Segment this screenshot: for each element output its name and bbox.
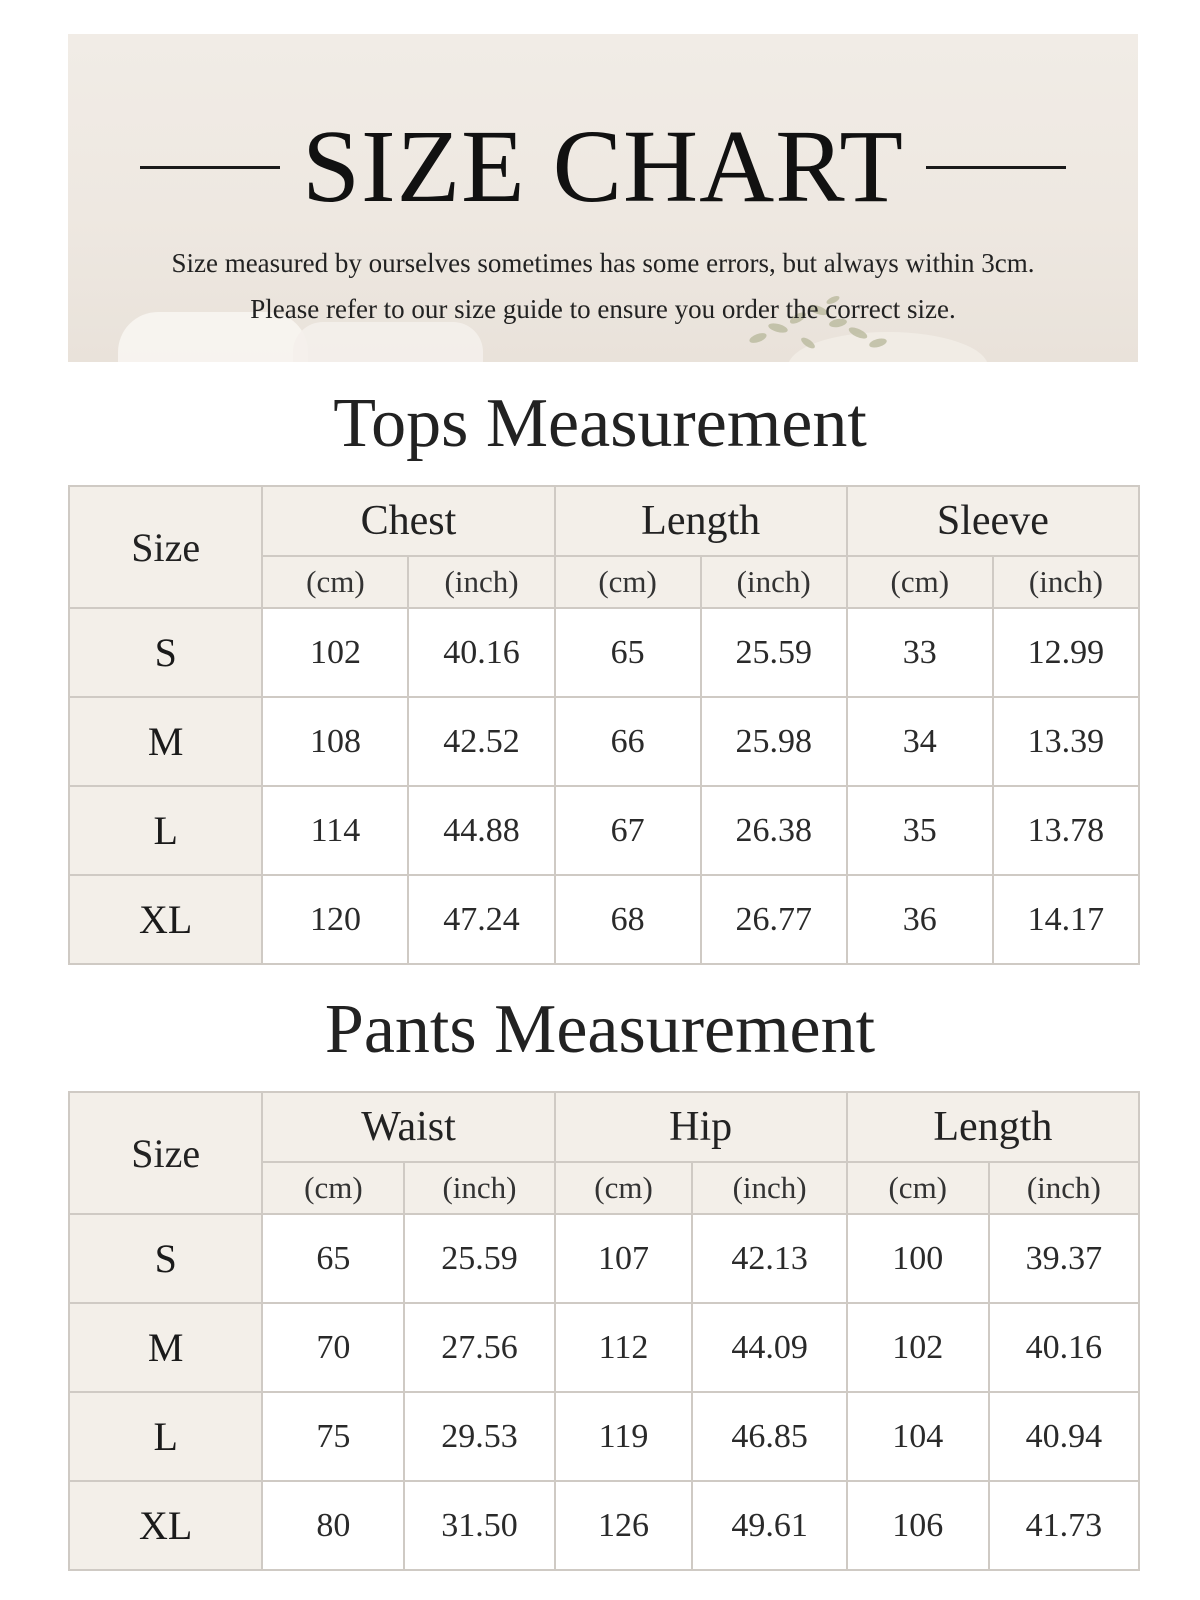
- table-row: [69, 1481, 1139, 1570]
- table-cell: 108: [262, 697, 408, 786]
- table-cell: 120: [262, 875, 408, 964]
- table-cell: 66: [555, 697, 701, 786]
- size-label: S: [69, 1214, 262, 1303]
- unit-header-inch: (inch): [404, 1162, 554, 1214]
- table-cell: 13.78: [993, 786, 1139, 875]
- table-cell: 42.13: [692, 1214, 846, 1303]
- table-cell: 27.56: [404, 1303, 554, 1392]
- size-label: XL: [69, 875, 262, 964]
- table-cell: 65: [555, 608, 701, 697]
- table-cell: 34: [847, 697, 993, 786]
- table-cell: 106: [847, 1481, 989, 1570]
- pants-section-title: Pants Measurement: [324, 991, 876, 1068]
- sofa-decoration-2: [293, 322, 483, 362]
- title-divider-left: [140, 166, 280, 169]
- size-label: M: [69, 697, 262, 786]
- pants-table: [68, 1091, 1140, 1571]
- size-label: M: [69, 1303, 262, 1392]
- size-label: L: [69, 1392, 262, 1481]
- table-row: [69, 1303, 1139, 1392]
- unit-header-cm: (cm): [262, 556, 408, 608]
- table-row: [69, 697, 1139, 786]
- sleeve-column-header: Sleeve: [847, 486, 1139, 556]
- table-cell: 14.17: [993, 875, 1139, 964]
- table-cell: 44.88: [408, 786, 554, 875]
- table-cell: 33: [847, 608, 993, 697]
- unit-header-cm: (cm): [555, 1162, 693, 1214]
- table-cell: 25.59: [404, 1214, 554, 1303]
- table-cell: 126: [555, 1481, 693, 1570]
- table-cell: 112: [555, 1303, 693, 1392]
- unit-header-inch: (inch): [408, 556, 554, 608]
- table-cell: 13.39: [993, 697, 1139, 786]
- size-column-header: Size: [69, 486, 262, 608]
- size-column-header: Size: [69, 1092, 262, 1214]
- table-cell: 102: [847, 1303, 989, 1392]
- hip-column-header: Hip: [555, 1092, 847, 1162]
- table-cell: 35: [847, 786, 993, 875]
- unit-header-cm: (cm): [847, 1162, 989, 1214]
- waist-column-header: Waist: [262, 1092, 554, 1162]
- table-row: [69, 786, 1139, 875]
- table-cell: 29.53: [404, 1392, 554, 1481]
- unit-header-cm: (cm): [555, 556, 701, 608]
- title-divider-right: [926, 166, 1066, 169]
- table-cell: 40.94: [989, 1392, 1139, 1481]
- table-cell: 40.16: [989, 1303, 1139, 1392]
- size-label: S: [69, 608, 262, 697]
- table-cell: 102: [262, 608, 408, 697]
- table-cell: 42.52: [408, 697, 554, 786]
- table-cell: 114: [262, 786, 408, 875]
- table-cell: 40.16: [408, 608, 554, 697]
- table-cell: 26.77: [701, 875, 847, 964]
- table-row: [69, 1392, 1139, 1481]
- unit-header-cm: (cm): [847, 556, 993, 608]
- size-label: L: [69, 786, 262, 875]
- table-cell: 31.50: [404, 1481, 554, 1570]
- table-cell: 80: [262, 1481, 404, 1570]
- table-cell: 44.09: [692, 1303, 846, 1392]
- table-cell: 39.37: [989, 1214, 1139, 1303]
- tops-section-title: Tops Measurement: [333, 385, 867, 462]
- page-title: SIZE CHART: [302, 109, 904, 224]
- table-cell: 100: [847, 1214, 989, 1303]
- chest-column-header: Chest: [262, 486, 554, 556]
- unit-header-inch: (inch): [989, 1162, 1139, 1214]
- table-cell: 104: [847, 1392, 989, 1481]
- length-column-header: Length: [555, 486, 847, 556]
- table-cell: 36: [847, 875, 993, 964]
- table-cell: 47.24: [408, 875, 554, 964]
- table-cell: 25.98: [701, 697, 847, 786]
- table-cell: 49.61: [692, 1481, 846, 1570]
- table-cell: 67: [555, 786, 701, 875]
- table-cell: 75: [262, 1392, 404, 1481]
- table-row: [69, 1214, 1139, 1303]
- tops-table: [68, 485, 1140, 965]
- table-cell: 25.59: [701, 608, 847, 697]
- table-cell: 107: [555, 1214, 693, 1303]
- unit-header-inch: (inch): [701, 556, 847, 608]
- table-row: [69, 608, 1139, 697]
- table-cell: 68: [555, 875, 701, 964]
- unit-header-inch: (inch): [993, 556, 1139, 608]
- table-cell: 46.85: [692, 1392, 846, 1481]
- length-column-header: Length: [847, 1092, 1139, 1162]
- table-cell: 119: [555, 1392, 693, 1481]
- size-chart-banner: [68, 34, 1138, 362]
- size-label: XL: [69, 1481, 262, 1570]
- table-cell: 65: [262, 1214, 404, 1303]
- unit-header-cm: (cm): [262, 1162, 404, 1214]
- table-row: [69, 875, 1139, 964]
- unit-header-inch: (inch): [692, 1162, 846, 1214]
- table-cell: 41.73: [989, 1481, 1139, 1570]
- table-cell: 26.38: [701, 786, 847, 875]
- title-row: [68, 109, 1138, 224]
- table-cell: 70: [262, 1303, 404, 1392]
- table-cell: 12.99: [993, 608, 1139, 697]
- disclaimer-line-2: Please refer to our size guide to ensure you order the correct size.: [250, 294, 956, 324]
- disclaimer-line-1: Size measured by ourselves sometimes has some errors, but always within 3cm.: [171, 248, 1035, 278]
